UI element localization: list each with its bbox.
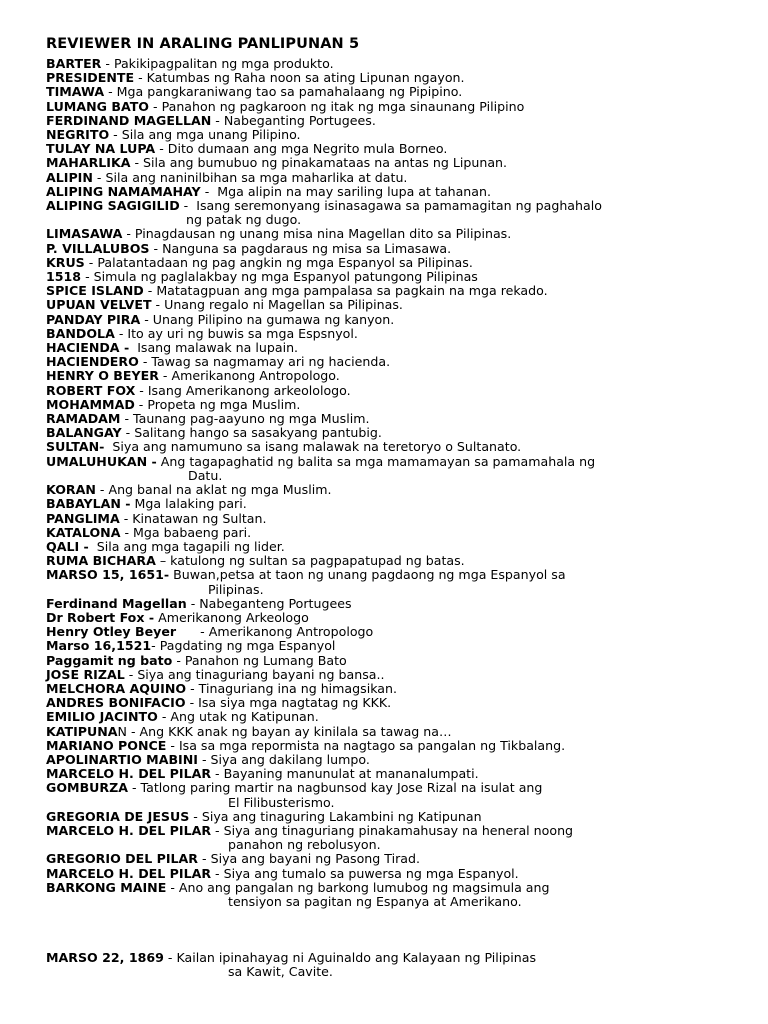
entry-term: RUMA BICHARA (46, 553, 156, 569)
entry-term: Paggamit ng bato (46, 652, 173, 668)
reviewer-entry (46, 597, 736, 611)
entry-term: PANDAY PIRA (46, 311, 141, 327)
entry-separator: - (157, 709, 171, 725)
entry-definition: Ito ay uri ng buwis sa mga Espsnyol. (127, 325, 358, 341)
reviewer-entry (46, 611, 736, 625)
entry-separator: - (114, 325, 128, 341)
entry-separator: - (149, 240, 163, 256)
entry-definition: Nabeganting Portugees. (223, 112, 376, 128)
reviewer-entry (46, 568, 736, 596)
entry-definition: Buwan,petsa at taon ng unang pagdaong ng mga Espanyol sa (173, 567, 566, 583)
entry-separator: - (211, 766, 224, 782)
reviewer-entry (46, 71, 736, 85)
entry-separator: - (84, 254, 98, 270)
entry-separator: - (130, 155, 144, 171)
entry-separator (129, 340, 137, 355)
reviewer-entry (46, 256, 736, 270)
entry-term: PRESIDENTE (46, 70, 135, 86)
entry-definition: Unang Pilipino na gumawa ng kanyon. (152, 311, 395, 327)
reviewer-entry (46, 171, 736, 185)
reviewer-entry (46, 540, 736, 554)
entry-definition: Pinagdausan ng unang misa nina Magellan dito sa Pilipinas. (134, 226, 512, 242)
reviewer-entry (46, 639, 736, 653)
entry-list (46, 57, 736, 980)
entry-separator: - (134, 396, 148, 412)
entry-definition: Sila ang naninilbihan sa mga maharlika at datu. (105, 169, 408, 185)
entry-separator: - (138, 354, 152, 370)
entry-definition: Isang malawak na lupain. (137, 340, 299, 356)
reviewer-entry (46, 824, 736, 852)
entry-definition: Siya ang tinaguring Lakambini ng Katipunan (201, 808, 482, 824)
entry-separator: - (119, 510, 133, 526)
entry-separator: - (172, 652, 185, 668)
entry-term: BARTER (46, 56, 102, 71)
entry-separator: - (135, 382, 148, 398)
reviewer-entry (46, 85, 736, 99)
reviewer-entry (46, 426, 736, 440)
entry-definition: Siya ang bayani ng Pasong Tirad. (210, 851, 420, 867)
entry-term: LUMANG BATO (46, 98, 150, 114)
reviewer-entry (46, 483, 736, 497)
entry-definition: Kailan ipinahayag ni Aguinaldo ang Kalayaan ng Pilipinas (176, 950, 537, 966)
entry-term: RAMADAM (46, 411, 121, 427)
entry-term: PANGLIMA (46, 510, 120, 526)
reviewer-entry (46, 554, 736, 568)
entry-term: Dr Robert Fox - (46, 609, 155, 625)
entry-definition: Mga babaeng pari. (133, 524, 252, 540)
document-title: REVIEWER IN ARALING PANLIPUNAN 5 (46, 36, 360, 52)
entry-separator: - (121, 425, 135, 441)
reviewer-entry (46, 398, 736, 412)
entry-term: MARSO 22, 1869 (46, 950, 164, 966)
entry-separator: - (211, 112, 224, 128)
entry-definition: Isa sa mga repormista na nagtago sa pangalan ng Tikbalang. (178, 737, 566, 753)
entry-separator: - (166, 737, 179, 753)
entry-term: Marso 16,1521 (46, 638, 152, 654)
reviewer-entry (46, 881, 736, 909)
entry-term: ALIPIN (46, 169, 93, 185)
reviewer-entry (46, 710, 736, 724)
entry-definition: Sila ang mga tagapili ng lider. (96, 538, 285, 554)
reviewer-entry (46, 852, 736, 866)
entry-term: Henry Otley Beyer (46, 624, 177, 640)
entry-term: P. VILLALUBOS (46, 240, 150, 256)
entry-definition: Siya ang tumalo sa puwersa ng mga Espanyol. (223, 865, 519, 881)
reviewer-entry (46, 455, 736, 483)
entry-definition: Katumbas ng Raha noon sa ating Lipunan ngayon. (146, 70, 465, 86)
reviewer-entry (46, 696, 736, 710)
entry-term: QALI - (46, 538, 89, 554)
entry-definition: Tinaguriang ina ng himagsikan. (198, 680, 397, 696)
reviewer-entry (46, 767, 736, 781)
entry-definition-continued: El Filibusterismo. (228, 794, 335, 810)
entry-definition: Salitang hango sa sasakyang pantubig. (134, 425, 382, 441)
entry-definition: Siya ang tinaguriang bayani ng bansa.. (137, 666, 385, 682)
entry-definition-continued: sa Kawit, Cavite. (228, 964, 333, 980)
reviewer-entry (46, 298, 736, 312)
entry-separator: - (151, 638, 160, 654)
entry-separator: - (197, 751, 211, 767)
entry-definition: Sila ang mga unang Pilipino. (121, 127, 301, 143)
entry-separator: – (155, 553, 171, 569)
entry-term: GOMBURZA (46, 780, 128, 796)
entry-term: BARKONG MAINE (46, 879, 167, 895)
entry-definition: Mga alipin na may sariling lupa at tahanan. (217, 183, 491, 199)
entry-term: MARSO 15, 1651- (46, 567, 170, 583)
reviewer-entry (46, 725, 736, 739)
entry-separator: - (155, 141, 168, 157)
entry-term: SULTAN- (46, 439, 105, 455)
reviewer-entry (46, 526, 736, 540)
entry-term: MARCELO H. DEL PILAR (46, 822, 212, 838)
entry-separator: - (198, 851, 211, 867)
reviewer-entry (46, 682, 736, 696)
entry-definition: Panahon ng pagkaroon ng itak ng mga sinaunang Pilipino (161, 98, 525, 114)
entry-separator: - (120, 524, 134, 540)
entry-separator: - (163, 950, 177, 966)
entry-term: MARIANO PONCE (46, 737, 167, 753)
entry-definition: Bayaning manunulat at mananalumpati. (223, 766, 479, 782)
entry-separator: - (151, 297, 165, 313)
entry-term: HACIENDERO (46, 354, 139, 370)
entry-definition: Siya ang dakilang lumpo. (210, 751, 370, 767)
entry-definition: Panahon ng Lumang Bato (184, 652, 347, 668)
entry-separator: - (179, 198, 197, 214)
entry-definition: Ang utak ng Katipunan. (170, 709, 319, 725)
entry-separator: - (81, 269, 94, 285)
entry-term: BANDOLA (46, 325, 115, 341)
entry-definition: Ang banal na aklat ng mga Muslim. (108, 482, 332, 498)
entry-separator: - (149, 98, 162, 114)
entry-separator: - (186, 680, 199, 696)
entry-separator: - (211, 865, 224, 881)
reviewer-entry (46, 128, 736, 142)
entry-term: HENRY O BEYER (46, 368, 159, 384)
entry-term: KATALONA (46, 524, 121, 540)
reviewer-entry (46, 227, 736, 241)
reviewer-entry (46, 327, 736, 341)
blank-space (46, 909, 736, 951)
reviewer-entry (46, 369, 736, 383)
reviewer-entry (46, 739, 736, 753)
entry-definition: Siya ang tinaguriang pinakamahusay na heneral noong (223, 822, 574, 838)
entry-term: SPICE ISLAND (46, 283, 144, 299)
reviewer-entry (46, 270, 736, 284)
reviewer-entry (46, 242, 736, 256)
entry-term: MAHARLIKA (46, 155, 131, 171)
reviewer-entry (46, 341, 736, 355)
entry-term: 1518 (46, 269, 82, 285)
reviewer-entry (46, 440, 736, 454)
entry-separator: - (186, 595, 200, 611)
entry-separator: - (140, 311, 153, 327)
entry-term: UMALUHUKAN - (46, 453, 157, 469)
reviewer-entry (46, 625, 736, 639)
entry-definition-continued: ng patak ng dugo. (186, 212, 302, 228)
entry-term: APOLINARTIO MABINI (46, 751, 198, 767)
entry-separator: - (104, 84, 117, 100)
entry-separator: - (158, 368, 172, 384)
reviewer-entry (46, 668, 736, 682)
entry-definition: Amerikanong Antropologo. (171, 368, 340, 384)
entry-term: EMILIO JACINTO (46, 709, 158, 725)
reviewer-entry (46, 57, 736, 71)
reviewer-entry (46, 867, 736, 881)
entry-definition: Palatantadaan ng pag angkin ng mga Espanyol sa Pilipinas. (97, 254, 473, 270)
entry-definition: Ang tagapaghatid ng balita sa mga mamamayan sa pamamahala ng (160, 453, 596, 469)
reviewer-entry (46, 185, 736, 199)
entry-term: MARCELO H. DEL PILAR (46, 766, 212, 782)
entry-definition-continued: Pilipinas. (208, 581, 264, 597)
entry-definition: Tatlong paring martir na nagbunsod kay Jose Rizal na isulat ang (140, 780, 543, 796)
entry-definition: Taunang pag-aayuno ng mga Muslim. (133, 411, 370, 427)
entry-definition: Matatagpuan ang mga pampalasa sa pagkain na mga rekado. (156, 283, 548, 299)
entry-definition: Isa siya mga nagtatag ng KKK. (198, 695, 392, 711)
entry-definition: Amerikanong Arkeologo (158, 609, 309, 625)
entry-separator: N - (117, 723, 140, 739)
entry-separator: - (166, 879, 179, 895)
entry-definition: Unang regalo ni Magellan sa Pilipinas. (164, 297, 403, 313)
entry-definition: Tawag sa nagmamay ari ng hacienda. (151, 354, 391, 370)
entry-definition: Ano ang pangalan ng barkong lumubog ng magsimula ang (178, 879, 550, 895)
reviewer-entry (46, 156, 736, 170)
entry-definition: Mga lalaking pari. (134, 496, 247, 512)
entry-definition: Dito dumaan ang mga Negrito mula Borneo. (167, 141, 448, 157)
entry-term: BALANGAY (46, 425, 122, 441)
entry-term: ANDRES BONIFACIO (46, 695, 186, 711)
entry-definition: Nabeganteng Portugees (199, 595, 352, 611)
entry-term: MARCELO H. DEL PILAR (46, 865, 212, 881)
reviewer-entry (46, 199, 736, 227)
entry-separator: - (143, 283, 157, 299)
entry-term: KRUS (46, 254, 85, 270)
reviewer-entry (46, 512, 736, 526)
reviewer-entry (46, 313, 736, 327)
entry-definition: Propeta ng mga Muslim. (147, 396, 301, 412)
entry-definition: Isang Amerikanong arkeolologo. (147, 382, 351, 398)
reviewer-entry (46, 284, 736, 298)
entry-separator: - (127, 780, 141, 796)
entry-separator: - (134, 70, 147, 86)
entry-term: TIMAWA (46, 84, 105, 100)
entry-term: LIMASAWA (46, 226, 123, 242)
entry-definition: Mga pangkaraniwang tao sa pamahalaang ng Pipipino. (116, 84, 463, 100)
entry-term: ROBERT FOX (46, 382, 136, 398)
entry-definition: Amerikanong Antropologo (208, 624, 374, 640)
reviewer-entry (46, 781, 736, 809)
entry-separator: - (109, 127, 122, 143)
reviewer-entry (46, 100, 736, 114)
entry-separator: - (211, 822, 224, 838)
entry-separator: - (122, 226, 135, 242)
entry-separator: - (185, 695, 199, 711)
entry-term: MELCHORA AQUINO (46, 680, 187, 696)
entry-term: GREGORIA DE JESUS (46, 808, 190, 824)
reviewer-entry (46, 114, 736, 128)
entry-definition: Simula ng paglalakbay ng mga Espanyol patungong Pilipinas (93, 269, 478, 285)
entry-definition-continued: Datu. (188, 467, 223, 483)
entry-definition: Sila ang bumubuo ng pinakamataas na antas ng Lipunan. (143, 155, 508, 171)
reviewer-entry (46, 412, 736, 426)
reviewer-entry (46, 951, 736, 979)
reviewer-entry (46, 810, 736, 824)
entry-separator: - (92, 169, 106, 185)
reviewer-entry (46, 753, 736, 767)
entry-term: ALIPING SAGIGILID (46, 198, 180, 214)
entry-definition: Pagdating ng mga Espanyol (159, 638, 336, 654)
reviewer-entry (46, 142, 736, 156)
entry-term: KORAN (46, 482, 96, 498)
entry-separator (89, 539, 97, 554)
entry-separator: - (200, 183, 218, 199)
entry-definition: Pakikipagpalitan ng mga produkto. (113, 56, 334, 71)
entry-separator: - (95, 482, 109, 498)
reviewer-entry (46, 497, 736, 511)
entry-definition: Isang seremonyang isinasagawa sa pamamagitan ng paghahalo (196, 198, 602, 214)
entry-separator: - (120, 411, 134, 427)
entry-term: HACIENDA - (46, 340, 130, 356)
entry-definition: Siya ang namumuno sa isang malawak na teretoryo o Sultanato. (112, 439, 522, 455)
entry-definition: Kinatawan ng Sultan. (132, 510, 267, 526)
entry-term: MOHAMMAD (46, 396, 135, 412)
entry-term: NEGRITO (46, 127, 110, 143)
entry-separator: - (176, 624, 209, 640)
entry-separator: - (189, 808, 202, 824)
entry-term: UPUAN VELVET (46, 297, 152, 313)
reviewer-entry (46, 384, 736, 398)
entry-term: JOSE RIZAL (46, 666, 125, 682)
entry-term: GREGORIO DEL PILAR (46, 851, 199, 867)
entry-term: TULAY NA LUPA (46, 141, 156, 157)
entry-definition: katulong ng sultan sa pagpapatupad ng batas. (170, 553, 465, 569)
entry-term: Ferdinand Magellan (46, 595, 187, 611)
entry-definition-continued: tensiyon sa pagitan ng Espanya at Amerikano. (228, 893, 522, 909)
entry-term: FERDINAND MAGELLAN (46, 112, 212, 128)
entry-term: KATIPUNA (46, 723, 118, 739)
entry-separator: - (124, 666, 138, 682)
entry-definition-continued: panahon ng rebolusyon. (228, 837, 381, 853)
entry-definition: Ang KKK anak ng bayan ay kinilala sa tawag na… (139, 723, 452, 739)
entry-term: BABAYLAN - (46, 496, 131, 512)
reviewer-entry (46, 355, 736, 369)
reviewer-entry (46, 654, 736, 668)
entry-term: ALIPING NAMAMAHAY (46, 183, 201, 199)
entry-separator: - (101, 56, 114, 71)
entry-definition: Nanguna sa pagdaraus ng misa sa Limasawa. (162, 240, 452, 256)
